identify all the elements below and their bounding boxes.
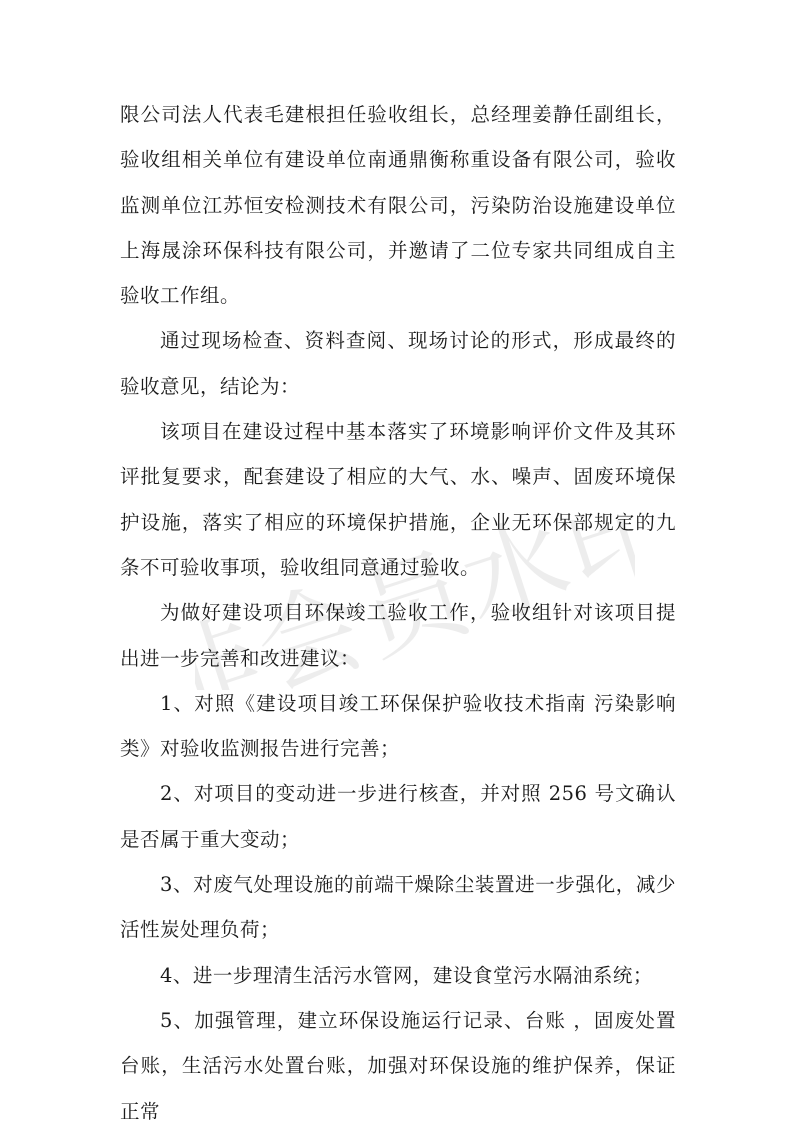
suggestion-item-4: 4、进一步理清生活污水管网，建设食堂污水隔油系统； [160, 963, 653, 987]
watermark-text: 非会员水印 [195, 520, 635, 690]
paragraph-inspection-form: 通过现场检查、资料查阅、现场讨论的形式，形成最终的验收意见，结论为： [120, 329, 676, 398]
paragraph-conclusion: 该项目在建设过程中基本落实了环境影响评价文件及其环评批复要求，配套建设了相应的大气、水、噪声、固废环境保护设施，落实了相应的环境保护措施，企业无环保部规定的九条不可验收事项，验收组同意通过验收。 [120, 420, 676, 579]
document-body [120, 92, 676, 1134]
paragraph-suggestions-intro: 为做好建设项目环保竣工验收工作，验收组针对该项目提出进一步完善和改进建议： [120, 601, 676, 670]
suggestion-item-1: 1、对照《建设项目竣工环保保护验收技术指南 污染影响类》对验收监测报告进行完善； [120, 691, 676, 761]
suggestion-item-3: 3、对废气处理设施的前端干燥除尘装置进一步强化，减少活性炭处理负荷； [120, 873, 676, 942]
suggestion-item-5: 5、加强管理，建立环保设施运行记录、台账 ，固废处置台账，生活污水处置台账，加强对环保设施的维护保养，保证正常 [120, 1008, 676, 1123]
paragraph-continued-team: 限公司法人代表毛建根担任验收组长，总经理姜静任副组长，验收组相关单位有建设单位南通鼎衡称重设备有限公司，验收监测单位江苏恒安检测技术有限公司，污染防治设施建设单位上海晟涂环保科技有限公司，并邀请了二位专家共同组成自主验收工作组。 [120, 103, 676, 308]
suggestion-item-2: 2、对项目的变动进一步进行核查，并对照 256 号文确认是否属于重大变动； [120, 782, 676, 851]
